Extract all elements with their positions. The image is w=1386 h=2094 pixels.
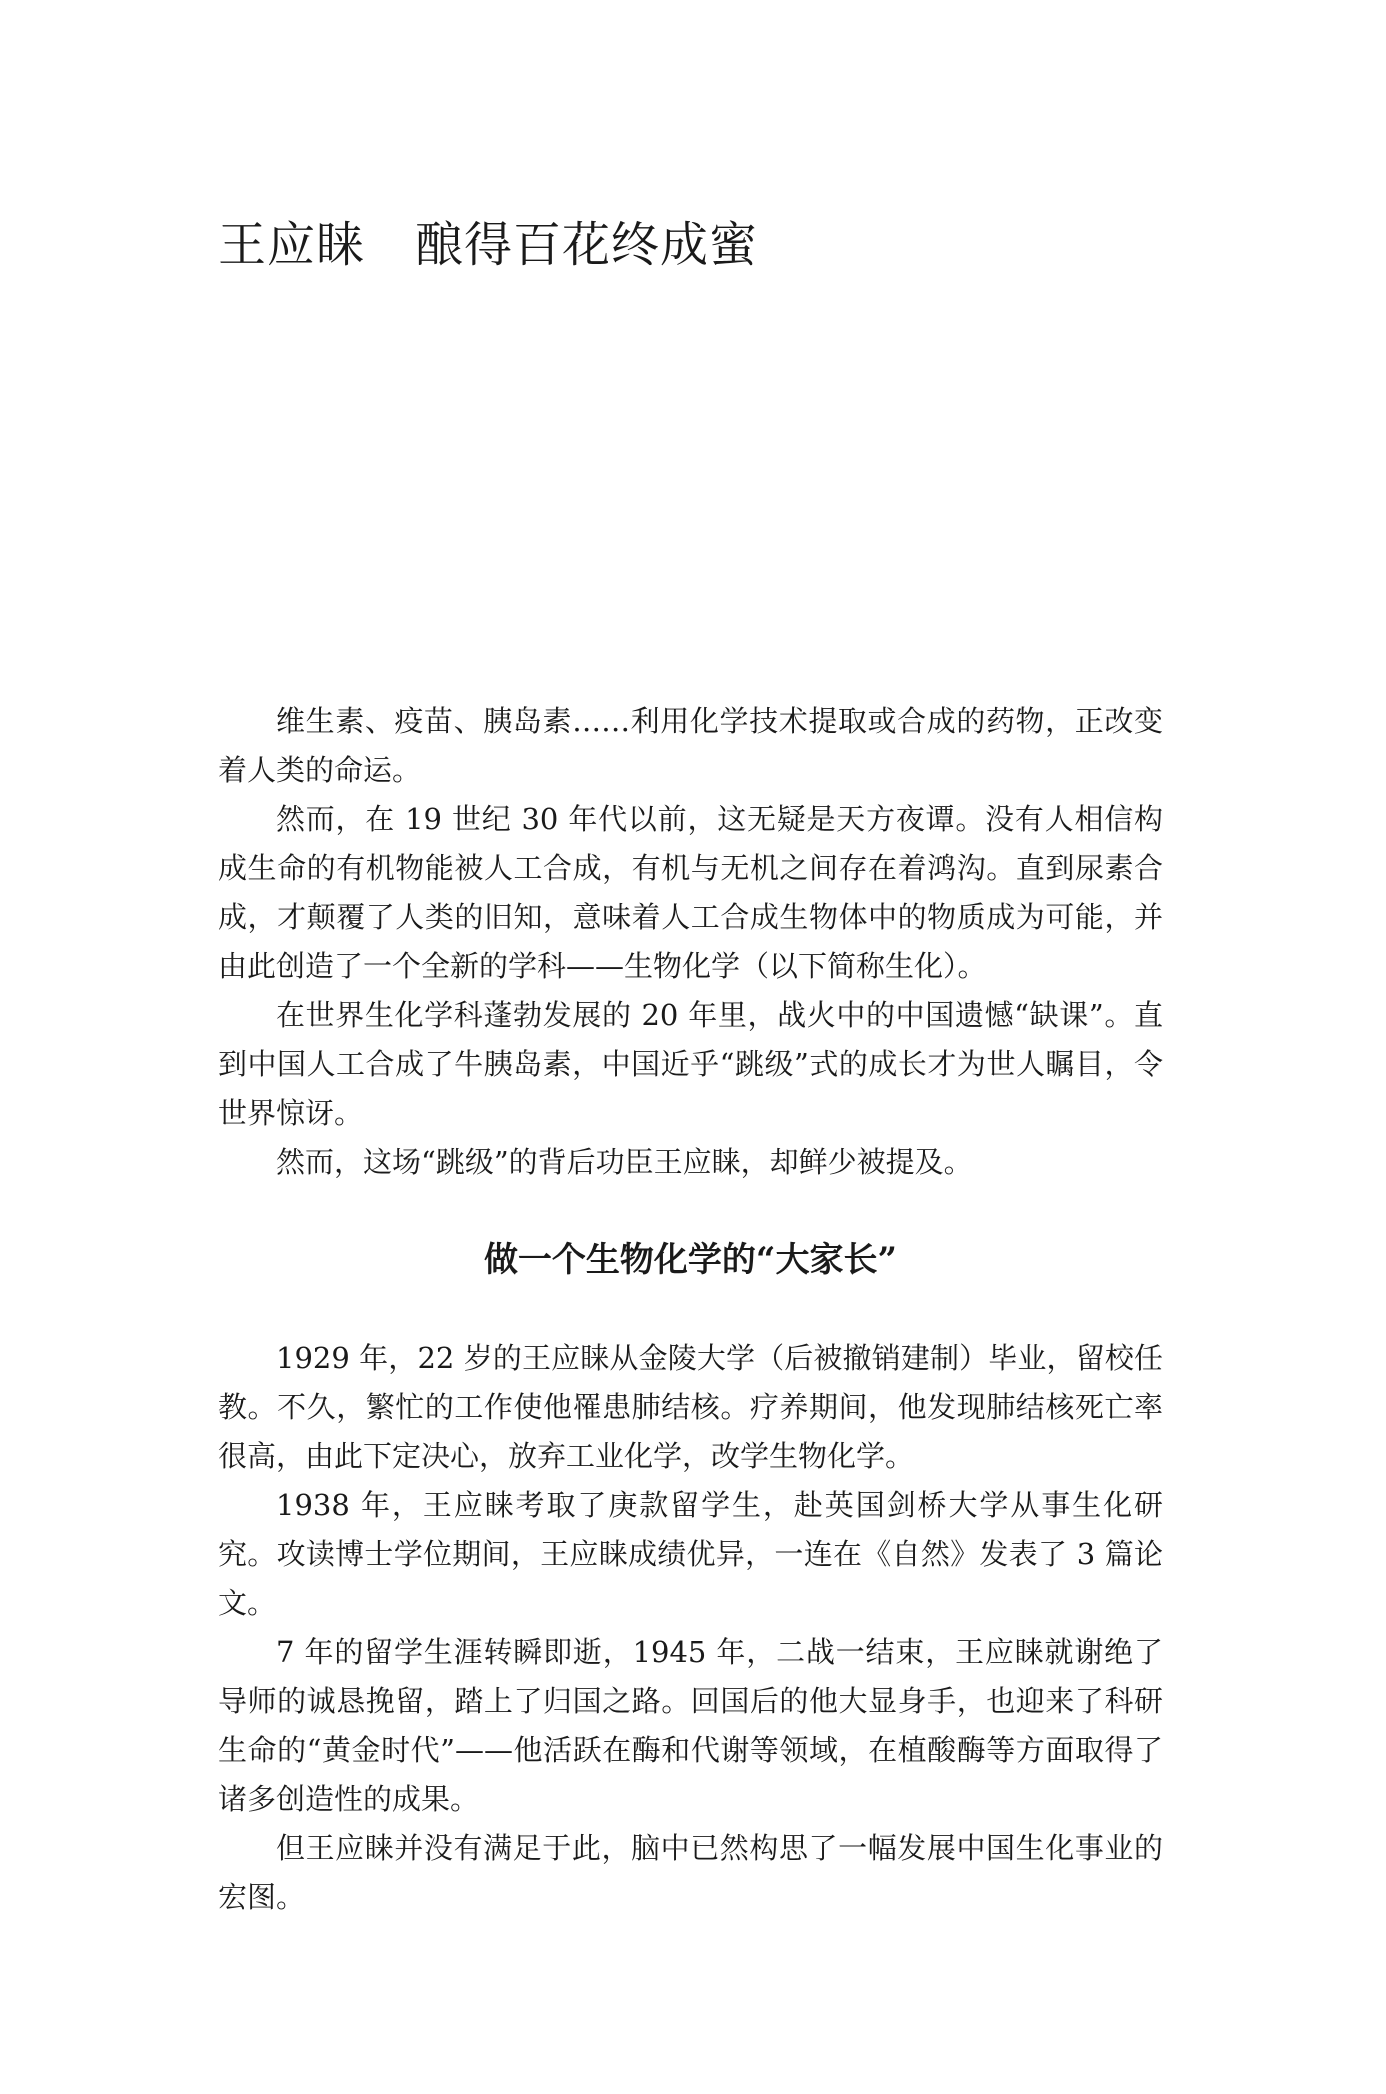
paragraph: 然而，这场“跳级”的背后功臣王应睐，却鲜少被提及。 — [276, 1145, 973, 1179]
intro-text — [218, 697, 1163, 1187]
paragraph: 7 年的留学生涯转瞬即逝，1945 年，二战一结束，王应睐就谢绝了导师的诚恳挽留，踏上了归国之路。回国后的他大显身手，也迎来了科研生命的“黄金时代”——他活跃在酶和代谢等领域，在植酸酶等方面取得了诸多创造性的成果。 — [218, 1635, 1163, 1816]
chapter-person-name: 王应睐 — [218, 217, 366, 273]
paragraph: 1938 年，王应睐考取了庚款留学生，赴英国剑桥大学从事生化研究。攻读博士学位期间，王应睐成绩优异，一连在《自然》发表了 3 篇论文。 — [218, 1488, 1163, 1620]
section-text — [218, 1334, 1163, 1922]
paragraph: 维生素、疫苗、胰岛素……利用化学技术提取或合成的药物，正改变着人类的命运。 — [218, 704, 1163, 787]
section-heading: 做一个生物化学的“大家长” — [483, 1240, 898, 1280]
chapter-title — [218, 210, 758, 280]
paragraph: 1929 年，22 岁的王应睐从金陵大学（后被撤销建制）毕业，留校任教。不久，繁忙的工作使他罹患肺结核。疗养期间，他发现肺结核死亡率很高，由此下定决心，放弃工业化学，改学生物化学。 — [218, 1341, 1163, 1473]
paragraph: 然而，在 19 世纪 30 年代以前，这无疑是天方夜谭。没有人相信构成生命的有机物能被人工合成，有机与无机之间存在着鸿沟。直到尿素合成，才颠覆了人类的旧知，意味着人工合成生物体中的物质成为可能，并由此创造了一个全新的学科——生物化学（以下简称生化）。 — [218, 802, 1163, 983]
paragraph: 在世界生化学科蓬勃发展的 20 年里，战火中的中国遗憾“缺课”。直到中国人工合成了牛胰岛素，中国近乎“跳级”式的成长才为世人瞩目，令世界惊讶。 — [218, 998, 1163, 1130]
paragraph: 但王应睐并没有满足于此，脑中已然构思了一幅发展中国生化事业的宏图。 — [218, 1831, 1163, 1914]
chapter-subtitle: 酿得百花终成蜜 — [415, 217, 759, 273]
